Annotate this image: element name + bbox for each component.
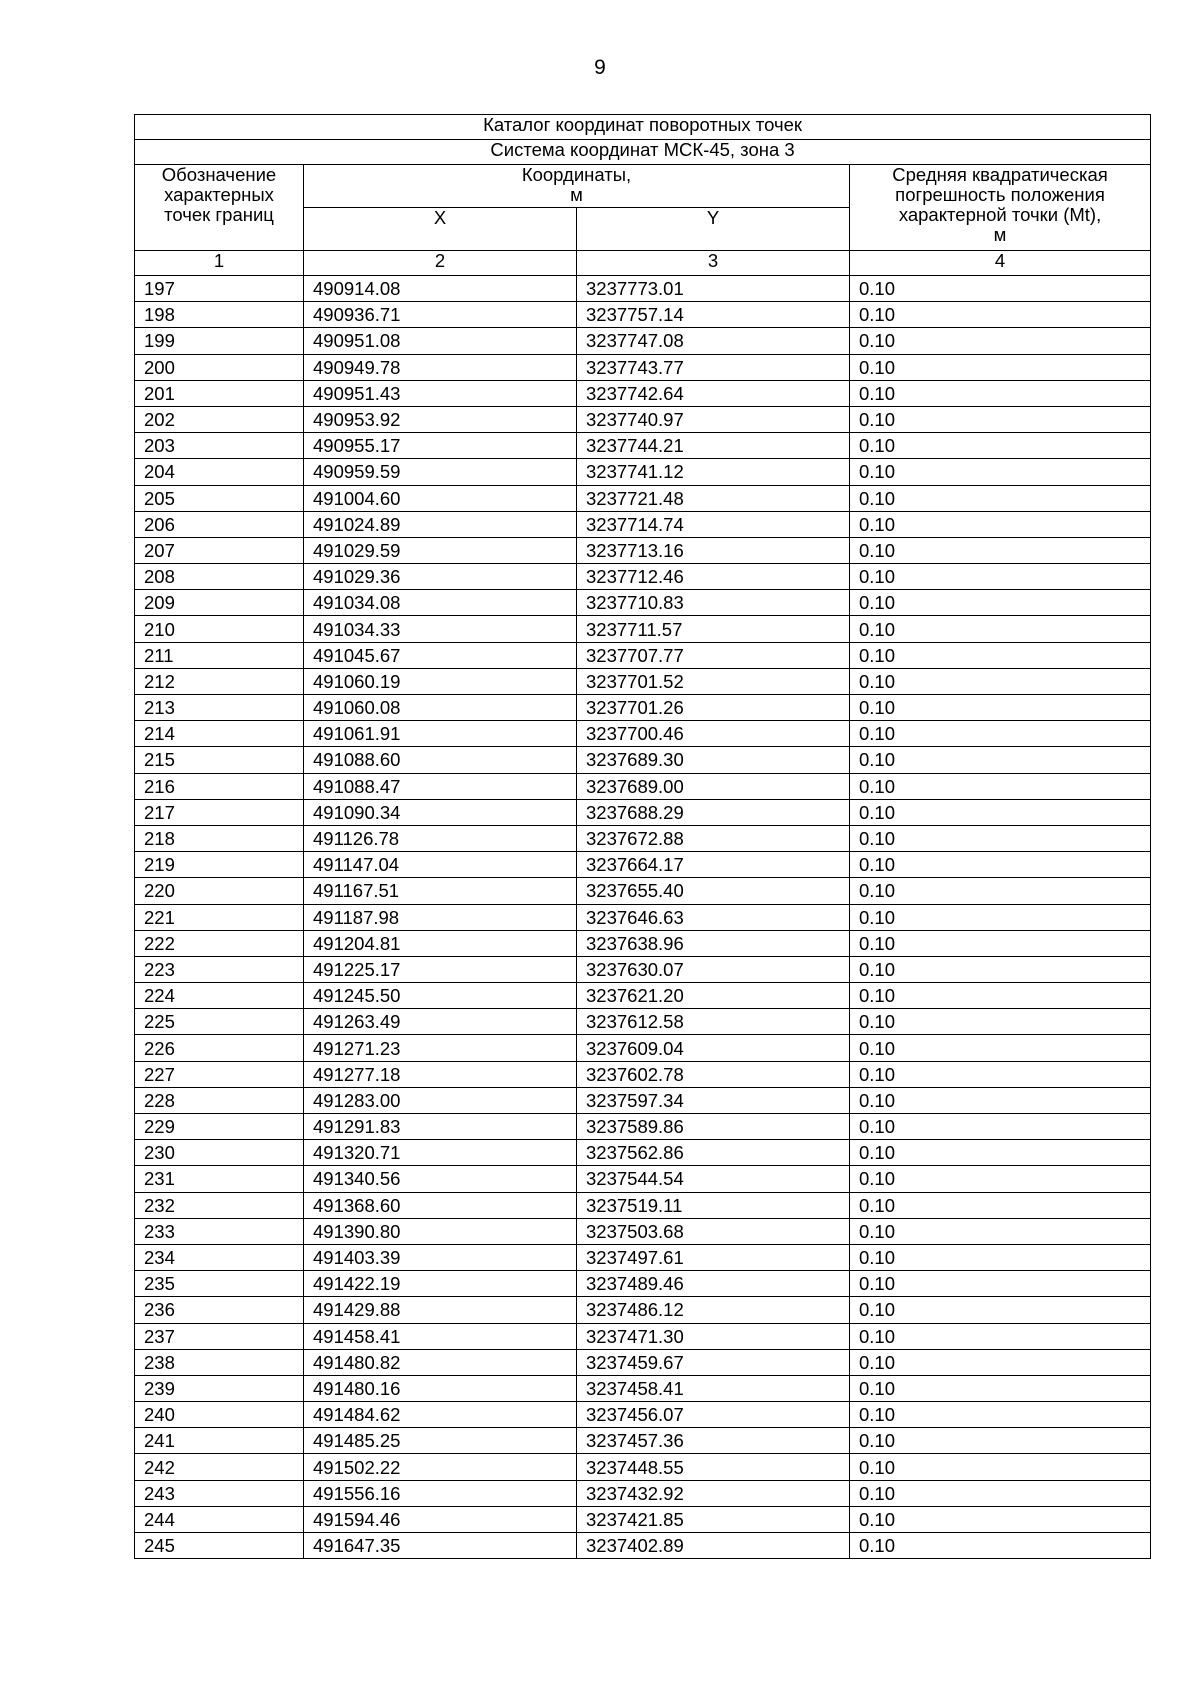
table-subtitle-row [135, 140, 1151, 165]
error-cell: 0.10 [850, 1140, 1151, 1166]
error-cell: 0.10 [850, 1061, 1151, 1087]
x-coordinate-cell: 491480.16 [304, 1375, 577, 1401]
y-coordinate-cell: 3237402.89 [577, 1533, 850, 1559]
y-coordinate-cell: 3237773.01 [577, 276, 850, 302]
x-coordinate-cell: 491004.60 [304, 485, 577, 511]
point-id-cell: 221 [135, 904, 304, 930]
table-row [135, 616, 1151, 642]
y-coordinate-cell: 3237744.21 [577, 433, 850, 459]
y-coordinate-cell: 3237448.55 [577, 1454, 850, 1480]
y-coordinate-cell: 3237688.29 [577, 799, 850, 825]
table-row [135, 1349, 1151, 1375]
x-coordinate-cell: 491484.62 [304, 1402, 577, 1428]
y-coordinate-cell: 3237672.88 [577, 825, 850, 851]
point-id-cell: 230 [135, 1140, 304, 1166]
column-number-row [135, 251, 1151, 276]
error-cell: 0.10 [850, 1271, 1151, 1297]
table-row [135, 825, 1151, 851]
table-row [135, 904, 1151, 930]
y-coordinate-cell: 3237497.61 [577, 1244, 850, 1270]
error-cell: 0.10 [850, 930, 1151, 956]
y-coordinate-cell: 3237612.58 [577, 1009, 850, 1035]
header-coordinates [304, 165, 850, 208]
table-row [135, 1375, 1151, 1401]
table-row [135, 590, 1151, 616]
y-coordinate-cell: 3237602.78 [577, 1061, 850, 1087]
point-id-cell: 218 [135, 825, 304, 851]
column-number: 2 [304, 251, 577, 276]
x-coordinate-cell: 491263.49 [304, 1009, 577, 1035]
x-coordinate-cell: 491187.98 [304, 904, 577, 930]
table-body [135, 276, 1151, 1559]
point-id-cell: 207 [135, 537, 304, 563]
y-coordinate-cell: 3237562.86 [577, 1140, 850, 1166]
y-coordinate-cell: 3237712.46 [577, 564, 850, 590]
table-row [135, 1218, 1151, 1244]
y-coordinate-cell: 3237432.92 [577, 1480, 850, 1506]
y-coordinate-cell: 3237486.12 [577, 1297, 850, 1323]
x-coordinate-cell: 491147.04 [304, 852, 577, 878]
error-cell: 0.10 [850, 956, 1151, 982]
x-coordinate-cell: 491088.47 [304, 773, 577, 799]
table-row [135, 1192, 1151, 1218]
point-id-cell: 227 [135, 1061, 304, 1087]
error-cell: 0.10 [850, 1166, 1151, 1192]
table-row [135, 747, 1151, 773]
y-coordinate-cell: 3237721.48 [577, 485, 850, 511]
table-row [135, 695, 1151, 721]
x-coordinate-cell: 490951.43 [304, 380, 577, 406]
table-row [135, 668, 1151, 694]
y-coordinate-cell: 3237457.36 [577, 1428, 850, 1454]
header-designation-line: Обозначение [161, 164, 277, 185]
error-cell: 0.10 [850, 642, 1151, 668]
table-row [135, 1035, 1151, 1061]
error-cell: 0.10 [850, 773, 1151, 799]
table-header [135, 115, 1151, 276]
error-cell: 0.10 [850, 302, 1151, 328]
point-id-cell: 224 [135, 983, 304, 1009]
table-row [135, 852, 1151, 878]
error-cell: 0.10 [850, 380, 1151, 406]
error-cell: 0.10 [850, 459, 1151, 485]
y-coordinate-cell: 3237638.96 [577, 930, 850, 956]
error-cell: 0.10 [850, 590, 1151, 616]
x-coordinate-cell: 491126.78 [304, 825, 577, 851]
error-cell: 0.10 [850, 1192, 1151, 1218]
point-id-cell: 222 [135, 930, 304, 956]
table-row [135, 1140, 1151, 1166]
table-row [135, 799, 1151, 825]
point-id-cell: 216 [135, 773, 304, 799]
point-id-cell: 240 [135, 1402, 304, 1428]
point-id-cell: 242 [135, 1454, 304, 1480]
error-cell: 0.10 [850, 747, 1151, 773]
point-id-cell: 204 [135, 459, 304, 485]
error-cell: 0.10 [850, 485, 1151, 511]
y-coordinate-cell: 3237489.46 [577, 1271, 850, 1297]
header-error-unit: м [993, 224, 1007, 245]
header-error [850, 165, 1151, 251]
point-id-cell: 202 [135, 406, 304, 432]
y-coordinate-cell: 3237646.63 [577, 904, 850, 930]
table-row [135, 406, 1151, 432]
error-cell: 0.10 [850, 1035, 1151, 1061]
y-coordinate-cell: 3237700.46 [577, 721, 850, 747]
y-coordinate-cell: 3237589.86 [577, 1114, 850, 1140]
header-row-1 [135, 165, 1151, 208]
table-row [135, 564, 1151, 590]
point-id-cell: 209 [135, 590, 304, 616]
point-id-cell: 213 [135, 695, 304, 721]
x-coordinate-cell: 491283.00 [304, 1087, 577, 1113]
y-coordinate-cell: 3237456.07 [577, 1402, 850, 1428]
error-cell: 0.10 [850, 1323, 1151, 1349]
x-coordinate-cell: 491368.60 [304, 1192, 577, 1218]
point-id-cell: 210 [135, 616, 304, 642]
table-row [135, 878, 1151, 904]
x-coordinate-cell: 491320.71 [304, 1140, 577, 1166]
table-row [135, 1087, 1151, 1113]
table-row [135, 433, 1151, 459]
error-cell: 0.10 [850, 695, 1151, 721]
point-id-cell: 212 [135, 668, 304, 694]
point-id-cell: 206 [135, 511, 304, 537]
table-row [135, 276, 1151, 302]
table-row [135, 721, 1151, 747]
column-number: 1 [135, 251, 304, 276]
y-coordinate-cell: 3237609.04 [577, 1035, 850, 1061]
point-id-cell: 233 [135, 1218, 304, 1244]
y-coordinate-cell: 3237713.16 [577, 537, 850, 563]
y-coordinate-cell: 3237630.07 [577, 956, 850, 982]
x-coordinate-cell: 491277.18 [304, 1061, 577, 1087]
x-coordinate-cell: 491225.17 [304, 956, 577, 982]
table-row [135, 1454, 1151, 1480]
header-x: X [304, 208, 577, 251]
x-coordinate-cell: 491060.08 [304, 695, 577, 721]
error-cell: 0.10 [850, 433, 1151, 459]
header-error-line: погрешность положения [895, 184, 1105, 205]
point-id-cell: 232 [135, 1192, 304, 1218]
point-id-cell: 229 [135, 1114, 304, 1140]
column-number: 4 [850, 251, 1151, 276]
table-title-row [135, 115, 1151, 140]
y-coordinate-cell: 3237707.77 [577, 642, 850, 668]
y-coordinate-cell: 3237621.20 [577, 983, 850, 1009]
x-coordinate-cell: 491458.41 [304, 1323, 577, 1349]
error-cell: 0.10 [850, 1114, 1151, 1140]
x-coordinate-cell: 490959.59 [304, 459, 577, 485]
table-row [135, 302, 1151, 328]
error-cell: 0.10 [850, 406, 1151, 432]
point-id-cell: 208 [135, 564, 304, 590]
header-designation [135, 165, 304, 251]
point-id-cell: 237 [135, 1323, 304, 1349]
table-row [135, 1402, 1151, 1428]
x-coordinate-cell: 490949.78 [304, 354, 577, 380]
y-coordinate-cell: 3237458.41 [577, 1375, 850, 1401]
y-coordinate-cell: 3237689.00 [577, 773, 850, 799]
point-id-cell: 197 [135, 276, 304, 302]
error-cell: 0.10 [850, 1506, 1151, 1532]
y-coordinate-cell: 3237747.08 [577, 328, 850, 354]
point-id-cell: 201 [135, 380, 304, 406]
x-coordinate-cell: 491034.08 [304, 590, 577, 616]
table-row [135, 642, 1151, 668]
point-id-cell: 245 [135, 1533, 304, 1559]
point-id-cell: 238 [135, 1349, 304, 1375]
table-row [135, 1533, 1151, 1559]
point-id-cell: 220 [135, 878, 304, 904]
table-title: Каталог координат поворотных точек [135, 115, 1151, 140]
error-cell: 0.10 [850, 668, 1151, 694]
y-coordinate-cell: 3237459.67 [577, 1349, 850, 1375]
table-row [135, 459, 1151, 485]
x-coordinate-cell: 491088.60 [304, 747, 577, 773]
table-row [135, 1506, 1151, 1532]
error-cell: 0.10 [850, 878, 1151, 904]
header-coordinates-unit: м [570, 184, 583, 205]
error-cell: 0.10 [850, 825, 1151, 851]
x-coordinate-cell: 491060.19 [304, 668, 577, 694]
point-id-cell: 198 [135, 302, 304, 328]
error-cell: 0.10 [850, 983, 1151, 1009]
error-cell: 0.10 [850, 1087, 1151, 1113]
x-coordinate-cell: 491485.25 [304, 1428, 577, 1454]
y-coordinate-cell: 3237741.12 [577, 459, 850, 485]
header-coordinates-line: Координаты, [521, 164, 632, 185]
table-row [135, 983, 1151, 1009]
point-id-cell: 199 [135, 328, 304, 354]
y-coordinate-cell: 3237597.34 [577, 1087, 850, 1113]
x-coordinate-cell: 491422.19 [304, 1271, 577, 1297]
table-row [135, 354, 1151, 380]
y-coordinate-cell: 3237711.57 [577, 616, 850, 642]
page-number: 9 [594, 56, 606, 79]
x-coordinate-cell: 491390.80 [304, 1218, 577, 1244]
point-id-cell: 215 [135, 747, 304, 773]
x-coordinate-cell: 490953.92 [304, 406, 577, 432]
point-id-cell: 226 [135, 1035, 304, 1061]
x-coordinate-cell: 491045.67 [304, 642, 577, 668]
y-coordinate-cell: 3237740.97 [577, 406, 850, 432]
table-row [135, 956, 1151, 982]
error-cell: 0.10 [850, 276, 1151, 302]
x-coordinate-cell: 491034.33 [304, 616, 577, 642]
point-id-cell: 217 [135, 799, 304, 825]
table-row [135, 1297, 1151, 1323]
error-cell: 0.10 [850, 1218, 1151, 1244]
y-coordinate-cell: 3237701.52 [577, 668, 850, 694]
y-coordinate-cell: 3237519.11 [577, 1192, 850, 1218]
error-cell: 0.10 [850, 1349, 1151, 1375]
error-cell: 0.10 [850, 799, 1151, 825]
y-coordinate-cell: 3237544.54 [577, 1166, 850, 1192]
y-coordinate-cell: 3237710.83 [577, 590, 850, 616]
table-row [135, 1061, 1151, 1087]
error-cell: 0.10 [850, 564, 1151, 590]
table-row [135, 537, 1151, 563]
y-coordinate-cell: 3237701.26 [577, 695, 850, 721]
y-coordinate-cell: 3237503.68 [577, 1218, 850, 1244]
x-coordinate-cell: 491340.56 [304, 1166, 577, 1192]
point-id-cell: 203 [135, 433, 304, 459]
header-error-line: характерной точки (Mt), [898, 204, 1102, 225]
x-coordinate-cell: 491480.82 [304, 1349, 577, 1375]
point-id-cell: 239 [135, 1375, 304, 1401]
x-coordinate-cell: 491167.51 [304, 878, 577, 904]
table-row [135, 1323, 1151, 1349]
error-cell: 0.10 [850, 616, 1151, 642]
x-coordinate-cell: 491502.22 [304, 1454, 577, 1480]
x-coordinate-cell: 491403.39 [304, 1244, 577, 1270]
y-coordinate-cell: 3237714.74 [577, 511, 850, 537]
y-coordinate-cell: 3237471.30 [577, 1323, 850, 1349]
error-cell: 0.10 [850, 354, 1151, 380]
header-error-line: Средняя квадратическая [892, 164, 1108, 185]
table-row [135, 1114, 1151, 1140]
point-id-cell: 234 [135, 1244, 304, 1270]
x-coordinate-cell: 491024.89 [304, 511, 577, 537]
column-number: 3 [577, 251, 850, 276]
x-coordinate-cell: 491271.23 [304, 1035, 577, 1061]
point-id-cell: 200 [135, 354, 304, 380]
y-coordinate-cell: 3237689.30 [577, 747, 850, 773]
table-row [135, 380, 1151, 406]
error-cell: 0.10 [850, 328, 1151, 354]
point-id-cell: 225 [135, 1009, 304, 1035]
error-cell: 0.10 [850, 537, 1151, 563]
x-coordinate-cell: 491029.59 [304, 537, 577, 563]
x-coordinate-cell: 490936.71 [304, 302, 577, 328]
x-coordinate-cell: 491429.88 [304, 1297, 577, 1323]
error-cell: 0.10 [850, 904, 1151, 930]
error-cell: 0.10 [850, 1402, 1151, 1428]
x-coordinate-cell: 491291.83 [304, 1114, 577, 1140]
y-coordinate-cell: 3237655.40 [577, 878, 850, 904]
error-cell: 0.10 [850, 511, 1151, 537]
table-row [135, 930, 1151, 956]
table-row [135, 1428, 1151, 1454]
table-row [135, 485, 1151, 511]
x-coordinate-cell: 491061.91 [304, 721, 577, 747]
y-coordinate-cell: 3237664.17 [577, 852, 850, 878]
point-id-cell: 241 [135, 1428, 304, 1454]
table-row [135, 1166, 1151, 1192]
x-coordinate-cell: 491647.35 [304, 1533, 577, 1559]
point-id-cell: 243 [135, 1480, 304, 1506]
x-coordinate-cell: 490951.08 [304, 328, 577, 354]
point-id-cell: 235 [135, 1271, 304, 1297]
table-row [135, 328, 1151, 354]
table-row [135, 773, 1151, 799]
y-coordinate-cell: 3237742.64 [577, 380, 850, 406]
error-cell: 0.10 [850, 1480, 1151, 1506]
table-row [135, 1244, 1151, 1270]
point-id-cell: 214 [135, 721, 304, 747]
point-id-cell: 236 [135, 1297, 304, 1323]
x-coordinate-cell: 491594.46 [304, 1506, 577, 1532]
point-id-cell: 231 [135, 1166, 304, 1192]
y-coordinate-cell: 3237421.85 [577, 1506, 850, 1532]
error-cell: 0.10 [850, 721, 1151, 747]
y-coordinate-cell: 3237757.14 [577, 302, 850, 328]
x-coordinate-cell: 491556.16 [304, 1480, 577, 1506]
y-coordinate-cell: 3237743.77 [577, 354, 850, 380]
error-cell: 0.10 [850, 1454, 1151, 1480]
header-designation-line: точек границ [164, 204, 274, 225]
point-id-cell: 205 [135, 485, 304, 511]
x-coordinate-cell: 491245.50 [304, 983, 577, 1009]
table-row [135, 1480, 1151, 1506]
table-row [135, 511, 1151, 537]
x-coordinate-cell: 491204.81 [304, 930, 577, 956]
point-id-cell: 228 [135, 1087, 304, 1113]
point-id-cell: 219 [135, 852, 304, 878]
table-row [135, 1009, 1151, 1035]
error-cell: 0.10 [850, 1428, 1151, 1454]
x-coordinate-cell: 490955.17 [304, 433, 577, 459]
header-y: Y [577, 208, 850, 251]
header-designation-line: характерных [164, 184, 274, 205]
point-id-cell: 244 [135, 1506, 304, 1532]
coordinate-catalog-table [134, 114, 1151, 1559]
error-cell: 0.10 [850, 852, 1151, 878]
table-subtitle: Система координат МСК-45, зона 3 [135, 140, 1151, 165]
error-cell: 0.10 [850, 1009, 1151, 1035]
point-id-cell: 211 [135, 642, 304, 668]
point-id-cell: 223 [135, 956, 304, 982]
table-row [135, 1271, 1151, 1297]
x-coordinate-cell: 490914.08 [304, 276, 577, 302]
error-cell: 0.10 [850, 1375, 1151, 1401]
error-cell: 0.10 [850, 1533, 1151, 1559]
error-cell: 0.10 [850, 1297, 1151, 1323]
x-coordinate-cell: 491090.34 [304, 799, 577, 825]
error-cell: 0.10 [850, 1244, 1151, 1270]
x-coordinate-cell: 491029.36 [304, 564, 577, 590]
